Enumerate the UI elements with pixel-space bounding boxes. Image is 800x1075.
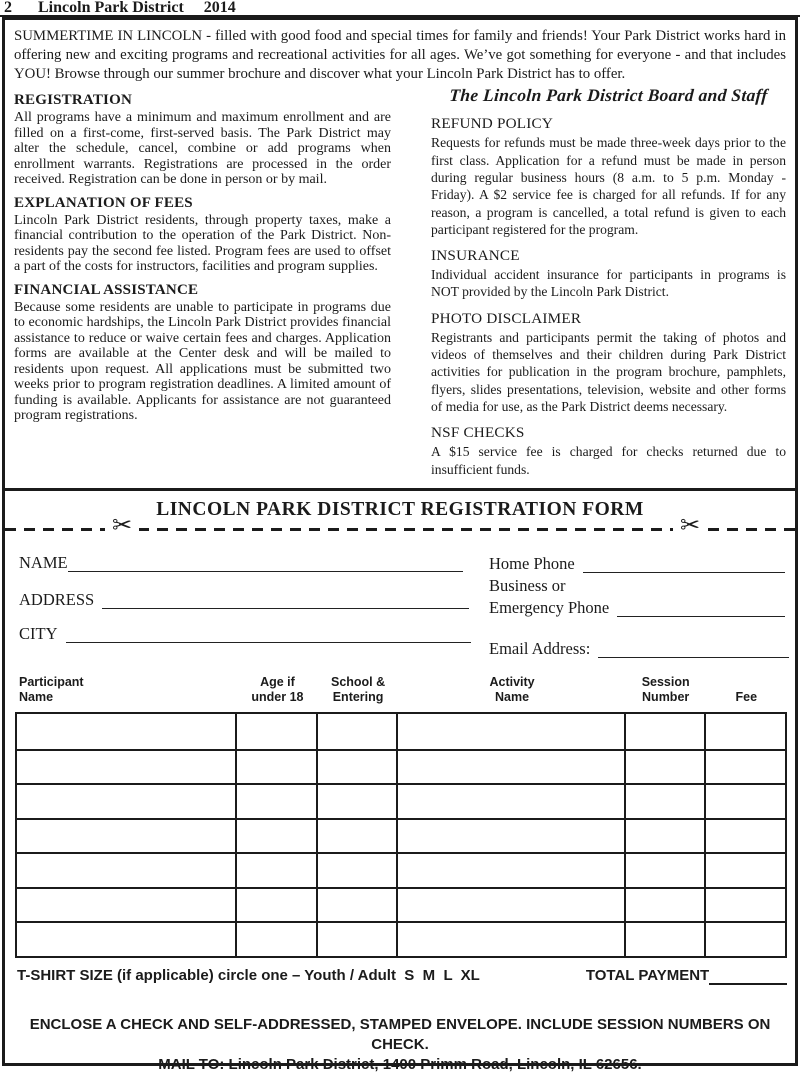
- column-header-line: under 18: [251, 689, 304, 704]
- form-title: LINCOLN PARK DISTRICT REGISTRATION FORM: [156, 499, 644, 520]
- column-header-line: Participant: [19, 675, 84, 689]
- table-cell: [624, 751, 704, 784]
- table-cell: [17, 785, 235, 818]
- table-cell: [624, 820, 704, 853]
- table-cell: [704, 714, 785, 749]
- section-body-financial-assistance: Because some residents are unable to participate in programs due to economic hardships, the Lincoln Park District provides financial assistance to reduce or waive certain fees and charges. Application forms are available at the Center desk and will be mailed to residents upon request. All applications must be submitted two weeks prior to program registration deadlines. A limited amount of funding is available. Applicants for assistance are not guaranteed program registrations.: [14, 299, 391, 424]
- table-row: [17, 714, 785, 749]
- column-header-activity-name: [398, 675, 625, 704]
- table-cell: [235, 923, 316, 956]
- mailing-instructions: [5, 1015, 795, 1075]
- table-cell: [17, 854, 235, 887]
- info-column-left: [14, 85, 391, 477]
- table-cell: [624, 889, 704, 922]
- section-heading-explanation-of-fees: EXPLANATION OF FEES: [14, 194, 193, 211]
- table-cell: [235, 889, 316, 922]
- section-body-explanation-of-fees: Lincoln Park District residents, through property taxes, make a financial contribution to the operation of the Park District. Non-residents pay the second fee listed. Program fees are used to offset a part of the costs for instructors, facilities and program supplies.: [14, 212, 391, 275]
- table-cell: [396, 751, 623, 784]
- home-phone-field: [489, 553, 785, 573]
- table-cell: [316, 923, 397, 956]
- table-cell: [235, 854, 316, 887]
- column-header-line: Age if: [260, 675, 295, 689]
- section-heading-photo-disclaimer: PHOTO DISCLAIMER: [431, 309, 582, 327]
- city-field-label: CITY: [19, 624, 58, 643]
- brochure-title: Lincoln Park District: [38, 0, 184, 16]
- column-header-line: Number: [642, 689, 690, 704]
- mail-to-line: MAIL TO: Lincoln Park District, 1400 Primm Road, Lincoln, IL 62656.: [158, 1056, 642, 1073]
- email-line: [598, 638, 789, 658]
- table-cell: [624, 714, 704, 749]
- table-cell: [17, 889, 235, 922]
- table-cell: [704, 854, 785, 887]
- page-header: [0, 0, 800, 17]
- column-header-line: Name: [495, 689, 530, 704]
- business-or-label-row: [489, 576, 566, 595]
- column-header-participant-name: [15, 675, 237, 704]
- table-row: [17, 921, 785, 956]
- table-row: [17, 783, 785, 818]
- info-column-right: [431, 85, 786, 477]
- table-cell: [316, 820, 397, 853]
- table-cell: [235, 820, 316, 853]
- section-heading-nsf-checks: NSF CHECKS: [431, 424, 525, 442]
- table-cell: [624, 785, 704, 818]
- table-row: [17, 818, 785, 853]
- table-row: [17, 852, 785, 887]
- section-body-registration: All programs have a minimum and maximum enrollment and are filled on a first-come, first-served basis. The Park District may alter the schedule, cancel, combine or add programs when enrollment warrants. Registrations are processed in the order received. Registration can be done in person or by mail.: [14, 110, 391, 188]
- total-payment-label: TOTAL PAYMENT: [585, 967, 710, 984]
- email-field: [489, 638, 789, 658]
- business-or-label: Business or: [489, 576, 566, 595]
- column-header-school: [318, 675, 399, 704]
- enclose-check-line: ENCLOSE A CHECK AND SELF-ADDRESSED, STAMPED ENVELOPE. INCLUDE SESSION NUMBERS ON CHECK.: [29, 1016, 771, 1053]
- table-cell: [17, 751, 235, 784]
- table-cell: [624, 854, 704, 887]
- column-header-fee: [706, 675, 787, 704]
- table-cell: [396, 854, 623, 887]
- table-cell: [704, 923, 785, 956]
- email-label: Email Address:: [489, 639, 591, 658]
- city-field-line: [66, 623, 472, 643]
- column-header-line: Entering: [332, 689, 384, 704]
- column-header-age: [237, 675, 318, 704]
- table-header-row: [15, 675, 787, 704]
- board-signature: The Lincoln Park District Board and Staff: [448, 85, 769, 106]
- table-cell: [704, 751, 785, 784]
- table-cell: [17, 714, 235, 749]
- name-field-label: NAME: [19, 553, 68, 572]
- section-body-photo-disclaimer: Registrants and participants permit the taking of photos and videos of themselves and their children during Park District activities for publication in the program brochure, pamphlets, flyers, slides presentations, television, website and other forms of media for use, as the Park District deems necessary.: [431, 329, 786, 414]
- table-cell: [316, 714, 397, 749]
- column-header-line: Fee: [735, 689, 758, 704]
- table-row: [17, 749, 785, 784]
- tshirt-total-row: [17, 965, 787, 985]
- section-heading-insurance: INSURANCE: [431, 247, 520, 265]
- section-heading-registration: REGISTRATION: [14, 92, 132, 109]
- city-field: [19, 623, 471, 643]
- info-box: [2, 17, 798, 491]
- table-cell: [704, 785, 785, 818]
- cut-line: [5, 511, 795, 539]
- emergency-phone-label: Emergency Phone: [489, 598, 610, 617]
- address-field-line: [102, 589, 469, 609]
- column-header-line: Session: [641, 675, 690, 689]
- table-cell: [316, 889, 397, 922]
- name-field: [19, 552, 463, 572]
- total-payment-line: [709, 965, 787, 985]
- table-cell: [316, 751, 397, 784]
- section-heading-financial-assistance: FINANCIAL ASSISTANCE: [14, 281, 199, 298]
- registration-form: [2, 488, 798, 1073]
- section-body-refund-policy: Requests for refunds must be made three-week days prior to the first class. Application for a refund must be made in person during regular business hours (8 a.m. to 5 p.m. Monday - Friday). A $2 service fee is charged for all refunds. If for any reason, a program is cancelled, a total refund is given to each participant registered for the program.: [431, 135, 786, 237]
- scissors-icon: ✂: [673, 513, 707, 537]
- intro-paragraph: SUMMERTIME IN LINCOLN - filled with good food and special times for family and friends! Your Park District works hard in offering new and exciting programs and recreational activities for all ages. We’ve got something for everyone - and that includes YOU! Browse through our summer brochure and discover what your Lincoln Park District has to offer.: [14, 28, 786, 82]
- table-cell: [624, 923, 704, 956]
- column-header-line: School &: [330, 675, 386, 689]
- table-cell: [396, 785, 623, 818]
- name-field-line: [68, 552, 463, 572]
- table-cell: [396, 889, 623, 922]
- tshirt-size-label: T-SHIRT SIZE (if applicable) circle one – Youth / Adult S M L XL: [17, 967, 480, 984]
- table-cell: [704, 889, 785, 922]
- table-cell: [17, 820, 235, 853]
- table-row: [17, 887, 785, 922]
- info-columns: [14, 85, 786, 477]
- column-header-line: Name: [19, 689, 54, 704]
- emergency-phone-field: [489, 597, 785, 617]
- address-field: [19, 589, 469, 609]
- column-header-session-number: [626, 675, 706, 704]
- emergency-phone-line: [617, 597, 785, 617]
- table-cell: [17, 923, 235, 956]
- table-cell: [235, 714, 316, 749]
- section-heading-refund-policy: REFUND POLICY: [431, 115, 554, 133]
- table-cell: [396, 923, 623, 956]
- section-body-nsf-checks: A $15 service fee is charged for checks returned due to insufficient funds.: [431, 444, 786, 477]
- table-cell: [396, 714, 623, 749]
- table-cell: [316, 785, 397, 818]
- table-cell: [396, 820, 623, 853]
- scissors-icon: ✂: [105, 513, 139, 537]
- page-number: 2: [4, 0, 12, 16]
- home-phone-line: [583, 553, 785, 573]
- home-phone-label: Home Phone: [489, 554, 575, 573]
- table-cell: [235, 785, 316, 818]
- column-header-line: Activity: [489, 675, 535, 689]
- address-field-label: ADDRESS: [19, 590, 95, 609]
- brochure-year: 2014: [203, 0, 236, 16]
- table-cell: [235, 751, 316, 784]
- table-cell: [704, 820, 785, 853]
- table-cell: [316, 854, 397, 887]
- section-body-insurance: Individual accident insurance for participants in programs is NOT provided by the Lincoln Park District.: [431, 267, 786, 300]
- registration-table: [15, 712, 787, 958]
